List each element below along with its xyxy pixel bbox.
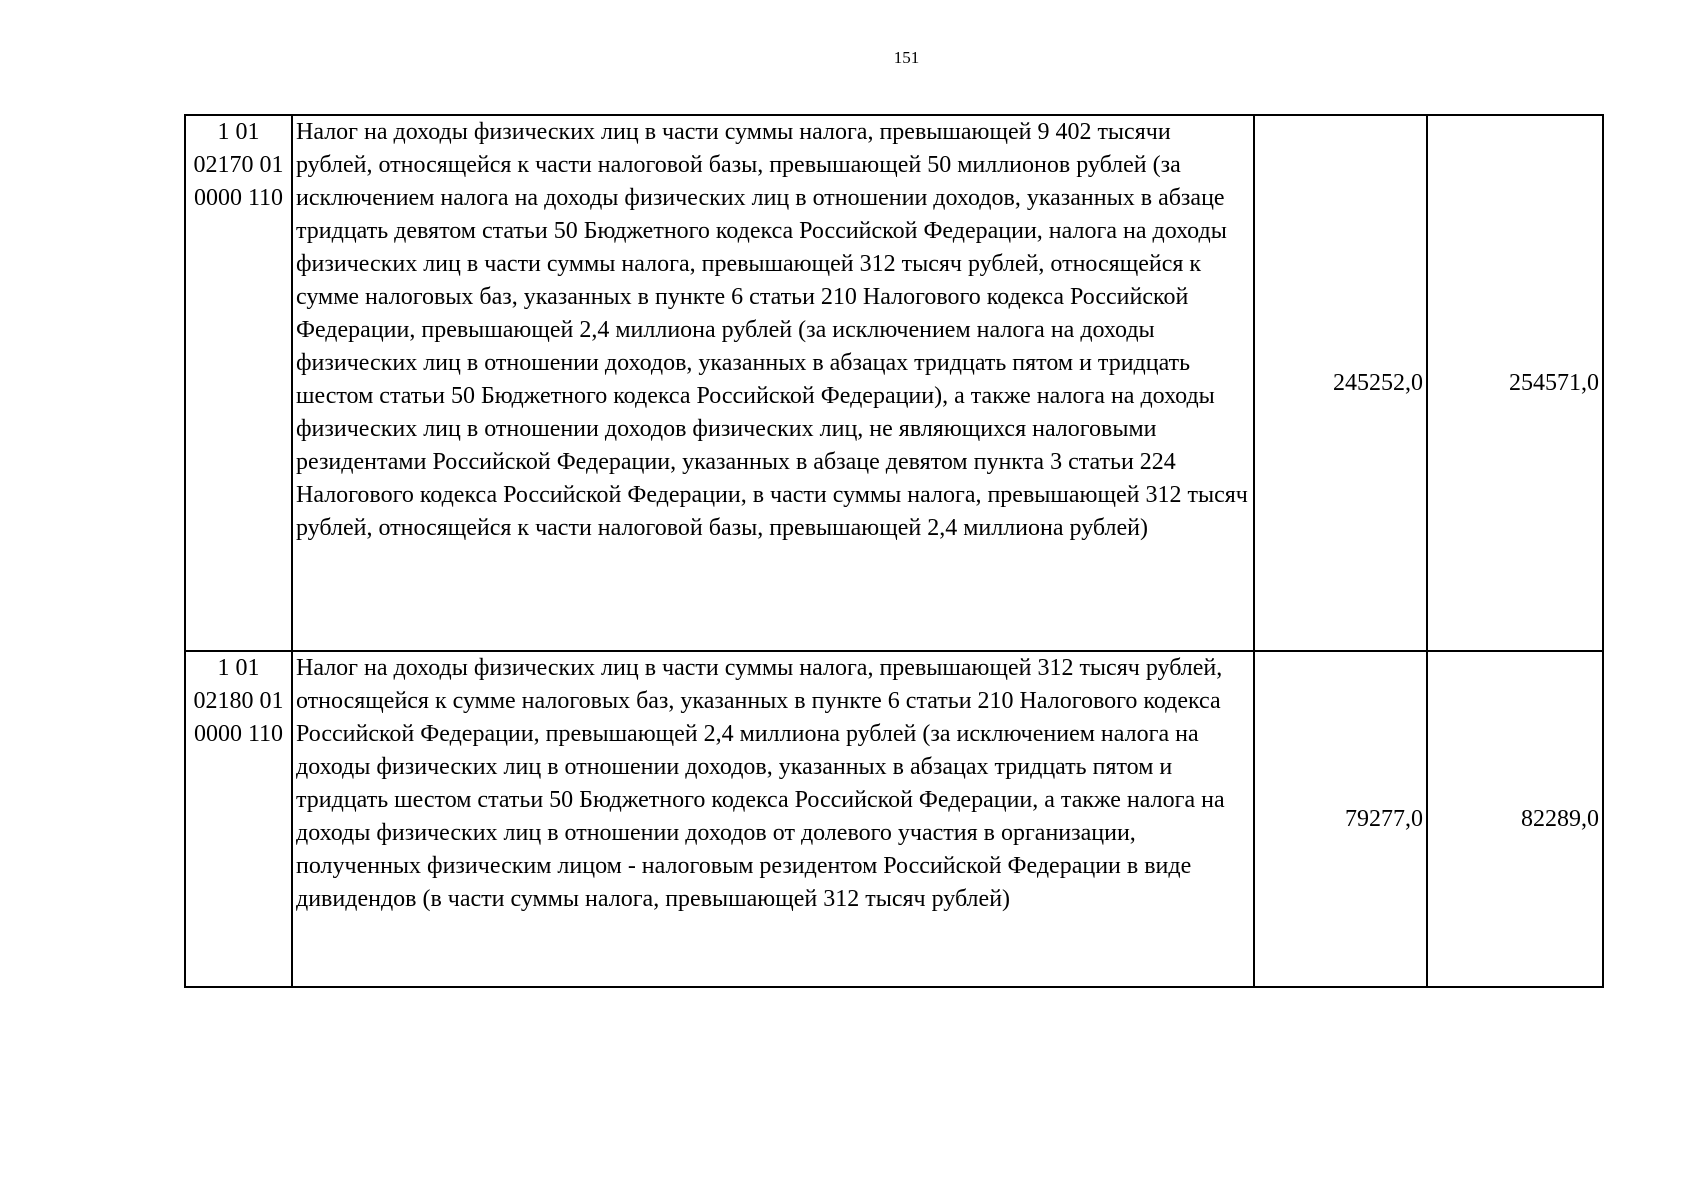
value-cell-1: 245252,0: [1254, 115, 1427, 651]
code-line: 02180 01: [193, 688, 284, 714]
page-number: 151: [893, 48, 920, 67]
code-line: 0000 110: [193, 185, 284, 211]
code-line: 02170 01: [193, 152, 284, 178]
value-cell-2: 82289,0: [1427, 651, 1603, 987]
code-line: 0000 110: [193, 721, 284, 747]
budget-code-cell: [185, 115, 292, 651]
table-row: [185, 115, 1603, 651]
budget-table: [184, 114, 1604, 988]
value-cell-1: 79277,0: [1254, 651, 1427, 987]
description-cell: Налог на доходы физических лиц в части суммы налога, превышающей 312 тысяч рублей, относящейся к сумме налоговых баз, указанных в пункте 6 статьи 210 Налогового кодекса Российской Федерации, превышающей 2,4 миллиона рублей (за исключением налога на доходы физических лиц в отношении доходов, указанных в абзацах тридцать пятом и тридцать шестом статьи 50 Бюджетного кодекса Российской Федерации, а также налога на доходы физических лиц в отношении доходов от долевого участия в организации, полученных физическим лицом - налоговым резидентом Российской Федерации в виде дивидендов (в части суммы налога, превышающей 312 тысяч рублей): [292, 651, 1254, 987]
code-line: 1 01: [217, 119, 260, 145]
description-cell: Налог на доходы физических лиц в части суммы налога, превышающей 9 402 тысячи рублей, относящейся к части налоговой базы, превышающей 50 миллионов рублей (за исключением налога на доходы физических лиц в отношении доходов, указанных в абзаце тридцать девятом статьи 50 Бюджетного кодекса Российской Федерации, налога на доходы физических лиц в части суммы налога, превышающей 312 тысяч рублей, относящейся к сумме налоговых баз, указанных в пункте 6 статьи 210 Налогового кодекса Российской Федерации, превышающей 2,4 миллиона рублей (за исключением налога на доходы физических лиц в отношении доходов, указанных в абзацах тридцать пятом и тридцать шестом статьи 50 Бюджетного кодекса Российской Федерации), а также налога на доходы физических лиц в отношении доходов физических лиц, не являющихся налоговыми резидентами Российской Федерации, указанных в абзаце девятом пункта 3 статьи 224 Налогового кодекса Российской Федерации, в части суммы налога, превышающей 312 тысяч рублей, относящейся к части налоговой базы, превышающей 2,4 миллиона рублей): [292, 115, 1254, 651]
value-cell-2: 254571,0: [1427, 115, 1603, 651]
budget-code-cell: [185, 651, 292, 987]
code-line: 1 01: [217, 655, 260, 681]
table-row: [185, 651, 1603, 987]
